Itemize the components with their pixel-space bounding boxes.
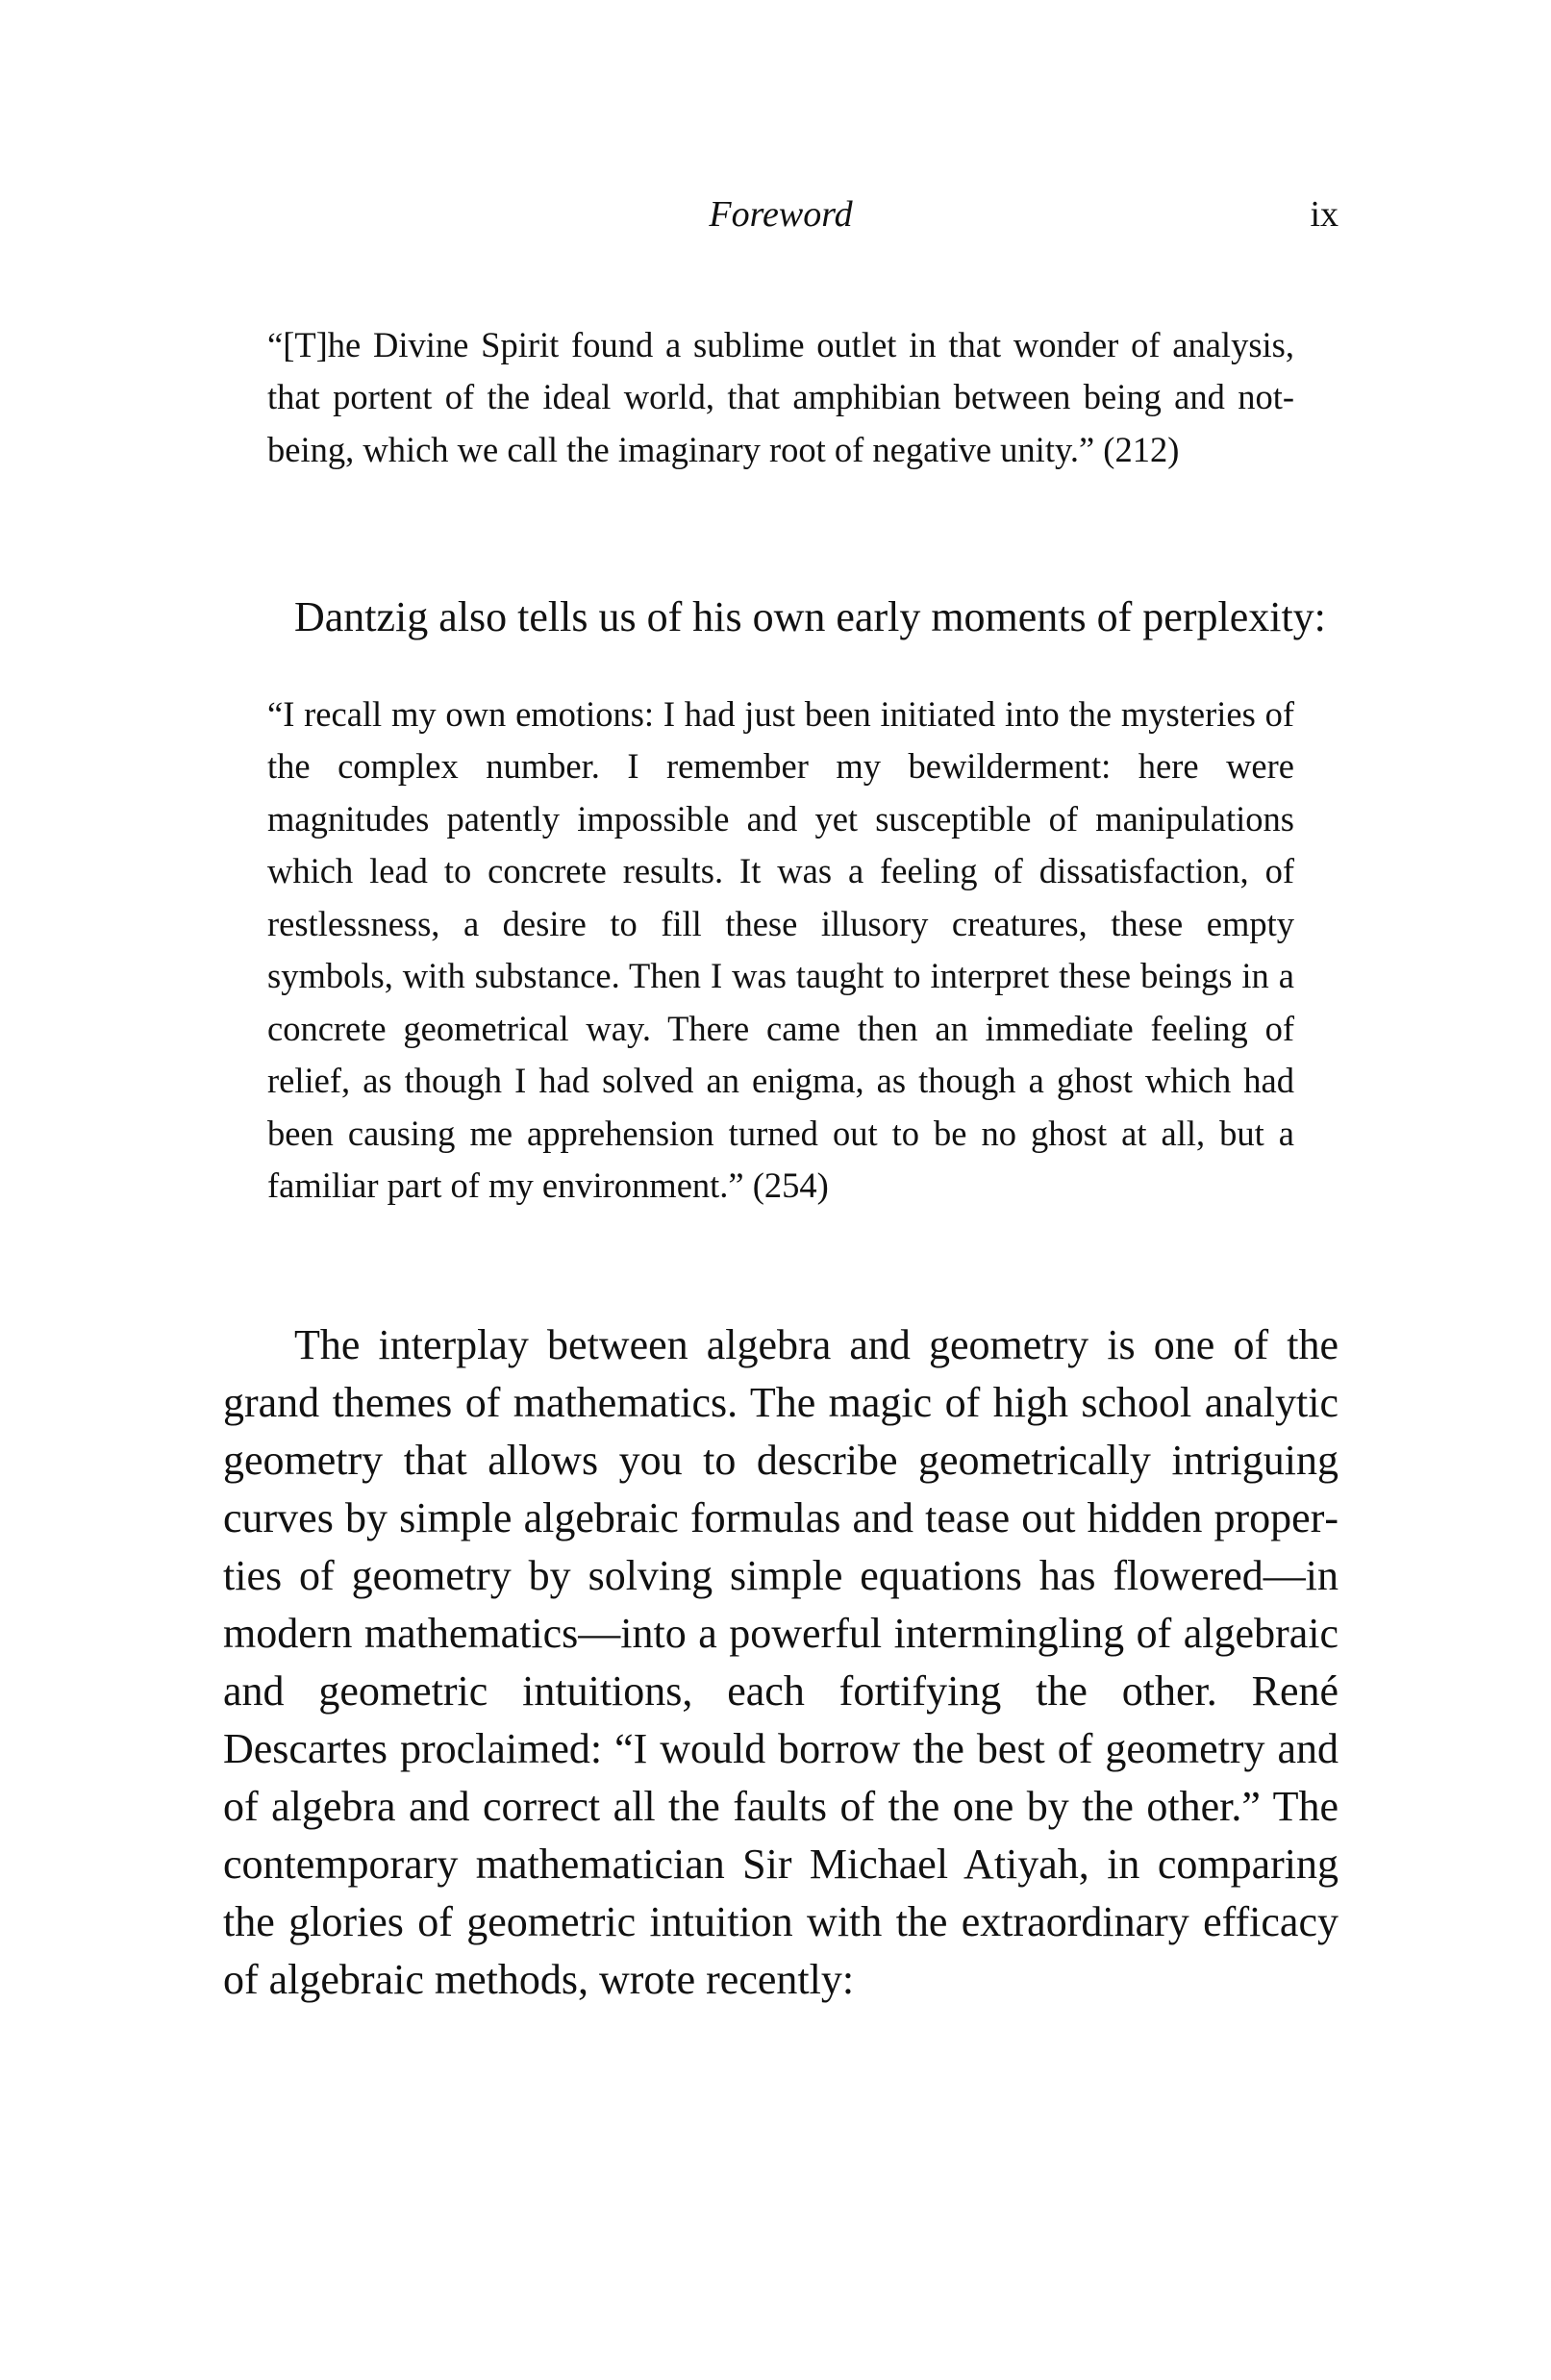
- running-title: Foreword: [709, 194, 853, 235]
- running-header: [223, 190, 1338, 238]
- body-paragraph: The interplay between algebra and geometry is one of the grand themes of mathematics. The magic of high school analytic geometry that allows you to describe geometrically intriguing curves by simple algebraic formulas and tease out hidden properties of geometry by solving simple equations has flowered—in modern mathematics—into a powerful intermingling of algebraic and geometric intuitions, each fortifying the other. René Descartes proclaimed: “I would borrow the best of geometry and of algebra and correct all the faults of the one by the other.” The contemporary mathematician Sir Michael Atiyah, in comparing the glories of geometric intuition with the extraordinary efficacy of algebraic methods, wrote recently:: [223, 1321, 1338, 2003]
- page-number: ix: [1310, 194, 1338, 235]
- block-quote-dantzig-emotions: “I recall my own emotions: I had just been initiated into the mysteries of the complex number. I remember my bewilderment: here were magnitudes patently impossible and yet susceptible of manipulations which lead to concrete results. It was a feeling of dissatisfaction, of restlessness, a desire to fill these illusory creatures, these empty symbols, with substance. Then I was taught to interpret these beings in a concrete geometrical way. There came then an immediate feeling of relief, as though I had solved an enigma, as though a ghost which had been causing me apprehension turned out to be no ghost at all, but a familiar part of my environment.” (254): [267, 693, 1294, 1205]
- block-quote-divine-spirit: “[T]he Divine Spirit found a sublime outlet in that wonder of analysis, that portent of the ideal world, that amphibian between being and not-being, which we call the imaginary root of negative unity.” (212): [267, 324, 1294, 469]
- intro-line: Dantzig also tells us of his own early moments of perplexity:: [294, 593, 1326, 640]
